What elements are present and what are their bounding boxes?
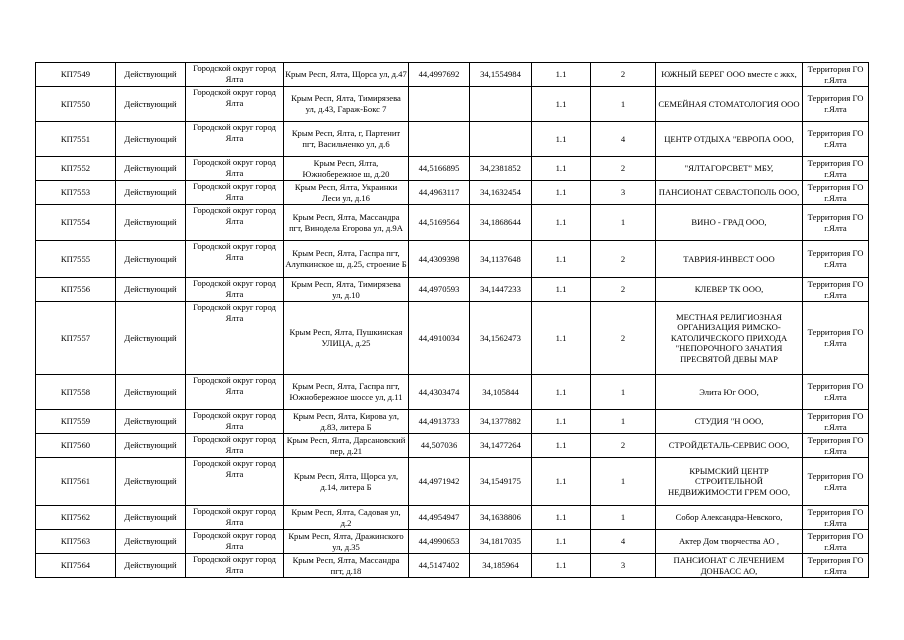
registry-table bbox=[35, 62, 869, 578]
count-cell: 4 bbox=[591, 122, 656, 157]
district-cell: Городской округ город Ялта bbox=[186, 205, 284, 241]
territory-cell: Территория ГО г.Ялта bbox=[803, 554, 869, 578]
address-cell: Крым Респ, Ялта, Украинки Леси ул, д.16 bbox=[284, 181, 409, 205]
territory-cell: Территория ГО г.Ялта bbox=[803, 302, 869, 375]
latitude-cell: 44,4910034 bbox=[409, 302, 470, 375]
district-cell: Городской округ город Ялта bbox=[186, 554, 284, 578]
table-row bbox=[36, 63, 869, 87]
volume-cell: 1.1 bbox=[532, 205, 591, 241]
status-cell: Действующий bbox=[116, 181, 186, 205]
district-cell: Городской округ город Ялта bbox=[186, 375, 284, 410]
territory-cell: Территория ГО г.Ялта bbox=[803, 278, 869, 302]
owner-cell: СЕМЕЙНАЯ СТОМАТОЛОГИЯ ООО bbox=[656, 87, 803, 122]
count-cell: 1 bbox=[591, 205, 656, 241]
volume-cell: 1.1 bbox=[532, 63, 591, 87]
volume-cell: 1.1 bbox=[532, 434, 591, 458]
object-id: КП7563 bbox=[36, 530, 116, 554]
longitude-cell: 34,1638806 bbox=[470, 506, 532, 530]
count-cell: 3 bbox=[591, 181, 656, 205]
status-cell: Действующий bbox=[116, 63, 186, 87]
longitude-cell: 34,1817035 bbox=[470, 530, 532, 554]
territory-cell: Территория ГО г.Ялта bbox=[803, 181, 869, 205]
table-row bbox=[36, 205, 869, 241]
volume-cell: 1.1 bbox=[532, 278, 591, 302]
address-cell: Крым Респ, Ялта, Пушкинская УЛИЦА, д.25 bbox=[284, 302, 409, 375]
territory-cell: Территория ГО г.Ялта bbox=[803, 375, 869, 410]
latitude-cell: 44,4913733 bbox=[409, 410, 470, 434]
owner-cell: ВИНО - ГРАД ООО, bbox=[656, 205, 803, 241]
longitude-cell: 34,185964 bbox=[470, 554, 532, 578]
address-cell: Крым Респ, Ялта, Массандра пгт, д.18 bbox=[284, 554, 409, 578]
territory-cell: Территория ГО г.Ялта bbox=[803, 410, 869, 434]
territory-cell: Территория ГО г.Ялта bbox=[803, 87, 869, 122]
table-row bbox=[36, 157, 869, 181]
district-cell: Городской округ город Ялта bbox=[186, 241, 284, 278]
count-cell: 1 bbox=[591, 375, 656, 410]
longitude-cell: 34,1868644 bbox=[470, 205, 532, 241]
status-cell: Действующий bbox=[116, 375, 186, 410]
volume-cell: 1.1 bbox=[532, 157, 591, 181]
status-cell: Действующий bbox=[116, 87, 186, 122]
longitude-cell: 34,2381852 bbox=[470, 157, 532, 181]
latitude-cell: 44,5169564 bbox=[409, 205, 470, 241]
latitude-cell: 44,4990653 bbox=[409, 530, 470, 554]
address-cell: Крым Респ, Ялта, Гаспра пгт, Алупкинское ш, д.25, строение Б bbox=[284, 241, 409, 278]
owner-cell: ЦЕНТР ОТДЫХА "ЕВРОПА ООО, bbox=[656, 122, 803, 157]
district-cell: Городской округ город Ялта bbox=[186, 122, 284, 157]
object-id: КП7559 bbox=[36, 410, 116, 434]
count-cell: 2 bbox=[591, 157, 656, 181]
latitude-cell: 44,4997692 bbox=[409, 63, 470, 87]
volume-cell: 1.1 bbox=[532, 530, 591, 554]
count-cell: 2 bbox=[591, 63, 656, 87]
table-row bbox=[36, 554, 869, 578]
volume-cell: 1.1 bbox=[532, 375, 591, 410]
address-cell: Крым Респ, Ялта, Щорса ул, д.14, литера Б bbox=[284, 458, 409, 506]
count-cell: 2 bbox=[591, 302, 656, 375]
district-cell: Городской округ город Ялта bbox=[186, 87, 284, 122]
count-cell: 3 bbox=[591, 554, 656, 578]
latitude-cell: 44,4970593 bbox=[409, 278, 470, 302]
status-cell: Действующий bbox=[116, 205, 186, 241]
table-row bbox=[36, 87, 869, 122]
status-cell: Действующий bbox=[116, 122, 186, 157]
status-cell: Действующий bbox=[116, 278, 186, 302]
owner-cell: Элита Юг ООО, bbox=[656, 375, 803, 410]
owner-cell: Актер Дом творчества АО , bbox=[656, 530, 803, 554]
count-cell: 2 bbox=[591, 278, 656, 302]
table-row bbox=[36, 302, 869, 375]
volume-cell: 1.1 bbox=[532, 122, 591, 157]
owner-cell: МЕСТНАЯ РЕЛИГИОЗНАЯ ОРГАНИЗАЦИЯ РИМСКО-КАТОЛИЧЕСКОГО ПРИХОДА "НЕПОРОЧНОГО ЗАЧАТИЯ ПРЕСВЯТОЙ ДЕВЫ МАР bbox=[656, 302, 803, 375]
object-id: КП7558 bbox=[36, 375, 116, 410]
longitude-cell bbox=[470, 87, 532, 122]
latitude-cell: 44,4309398 bbox=[409, 241, 470, 278]
longitude-cell: 34,1562473 bbox=[470, 302, 532, 375]
territory-cell: Территория ГО г.Ялта bbox=[803, 458, 869, 506]
address-cell: Крым Респ, Ялта, г, Партенит пгт, Васильченко ул, д.6 bbox=[284, 122, 409, 157]
table-row bbox=[36, 458, 869, 506]
status-cell: Действующий bbox=[116, 302, 186, 375]
owner-cell: СТРОЙДЕТАЛЬ-СЕРВИС ООО, bbox=[656, 434, 803, 458]
owner-cell: "ЯЛТАГОРСВЕТ" МБУ, bbox=[656, 157, 803, 181]
address-cell: Крым Респ, Ялта, Кирова ул, д.83, литера Б bbox=[284, 410, 409, 434]
object-id: КП7560 bbox=[36, 434, 116, 458]
address-cell: Крым Респ, Ялта, Дражинского ул, д.35 bbox=[284, 530, 409, 554]
object-id: КП7551 bbox=[36, 122, 116, 157]
volume-cell: 1.1 bbox=[532, 458, 591, 506]
count-cell: 1 bbox=[591, 458, 656, 506]
status-cell: Действующий bbox=[116, 530, 186, 554]
longitude-cell: 34,1549175 bbox=[470, 458, 532, 506]
longitude-cell: 34,1137648 bbox=[470, 241, 532, 278]
owner-cell: ПАНСИОНАТ СЕВАСТОПОЛЬ ООО, bbox=[656, 181, 803, 205]
owner-cell: ПАНСИОНАТ С ЛЕЧЕНИЕМ ДОНБАСС АО, bbox=[656, 554, 803, 578]
latitude-cell: 44,4963117 bbox=[409, 181, 470, 205]
object-id: КП7549 bbox=[36, 63, 116, 87]
status-cell: Действующий bbox=[116, 434, 186, 458]
table-row bbox=[36, 278, 869, 302]
object-id: КП7564 bbox=[36, 554, 116, 578]
count-cell: 2 bbox=[591, 241, 656, 278]
territory-cell: Территория ГО г.Ялта bbox=[803, 241, 869, 278]
longitude-cell: 34,1377882 bbox=[470, 410, 532, 434]
table-row bbox=[36, 434, 869, 458]
volume-cell: 1.1 bbox=[532, 410, 591, 434]
volume-cell: 1.1 bbox=[532, 241, 591, 278]
count-cell: 1 bbox=[591, 87, 656, 122]
address-cell: Крым Респ, Ялта, Щорса ул, д.47 bbox=[284, 63, 409, 87]
table-row bbox=[36, 410, 869, 434]
district-cell: Городской округ город Ялта bbox=[186, 302, 284, 375]
object-id: КП7552 bbox=[36, 157, 116, 181]
owner-cell: КЛЕВЕР ТК ООО, bbox=[656, 278, 803, 302]
object-id: КП7557 bbox=[36, 302, 116, 375]
address-cell: Крым Респ, Ялта, Садовая ул, д.2 bbox=[284, 506, 409, 530]
district-cell: Городской округ город Ялта bbox=[186, 530, 284, 554]
latitude-cell bbox=[409, 122, 470, 157]
volume-cell: 1.1 bbox=[532, 554, 591, 578]
district-cell: Городской округ город Ялта bbox=[186, 63, 284, 87]
longitude-cell bbox=[470, 122, 532, 157]
table-row bbox=[36, 506, 869, 530]
longitude-cell: 34,1632454 bbox=[470, 181, 532, 205]
table-row bbox=[36, 530, 869, 554]
territory-cell: Территория ГО г.Ялта bbox=[803, 63, 869, 87]
district-cell: Городской округ город Ялта bbox=[186, 278, 284, 302]
longitude-cell: 34,105844 bbox=[470, 375, 532, 410]
volume-cell: 1.1 bbox=[532, 181, 591, 205]
status-cell: Действующий bbox=[116, 241, 186, 278]
address-cell: Крым Респ, Ялта, Гаспра пгт, Южнобережное шоссе ул, д.11 bbox=[284, 375, 409, 410]
latitude-cell: 44,4971942 bbox=[409, 458, 470, 506]
status-cell: Действующий bbox=[116, 157, 186, 181]
object-id: КП7550 bbox=[36, 87, 116, 122]
territory-cell: Территория ГО г.Ялта bbox=[803, 530, 869, 554]
latitude-cell: 44,5147402 bbox=[409, 554, 470, 578]
territory-cell: Территория ГО г.Ялта bbox=[803, 205, 869, 241]
table-row bbox=[36, 375, 869, 410]
territory-cell: Территория ГО г.Ялта bbox=[803, 157, 869, 181]
count-cell: 2 bbox=[591, 434, 656, 458]
status-cell: Действующий bbox=[116, 410, 186, 434]
count-cell: 1 bbox=[591, 410, 656, 434]
district-cell: Городской округ город Ялта bbox=[186, 157, 284, 181]
owner-cell: КРЫМСКИЙ ЦЕНТР СТРОИТЕЛЬНОЙ НЕДВИЖИМОСТИ ГРЕМ ООО, bbox=[656, 458, 803, 506]
table-row bbox=[36, 122, 869, 157]
address-cell: Крым Респ, Ялта, Массандра пгт, Винодела Егорова ул, д.9А bbox=[284, 205, 409, 241]
latitude-cell: 44,4954947 bbox=[409, 506, 470, 530]
territory-cell: Территория ГО г.Ялта bbox=[803, 434, 869, 458]
volume-cell: 1.1 bbox=[532, 506, 591, 530]
longitude-cell: 34,1554984 bbox=[470, 63, 532, 87]
longitude-cell: 34,1477264 bbox=[470, 434, 532, 458]
status-cell: Действующий bbox=[116, 506, 186, 530]
district-cell: Городской округ город Ялта bbox=[186, 434, 284, 458]
owner-cell: ТАВРИЯ-ИНВЕСТ ООО bbox=[656, 241, 803, 278]
volume-cell: 1.1 bbox=[532, 302, 591, 375]
volume-cell: 1.1 bbox=[532, 87, 591, 122]
owner-cell: СТУДИЯ "Н ООО, bbox=[656, 410, 803, 434]
district-cell: Городской округ город Ялта bbox=[186, 410, 284, 434]
table-row bbox=[36, 181, 869, 205]
object-id: КП7555 bbox=[36, 241, 116, 278]
owner-cell: Собор Александра-Невского, bbox=[656, 506, 803, 530]
object-id: КП7554 bbox=[36, 205, 116, 241]
latitude-cell: 44,507036 bbox=[409, 434, 470, 458]
status-cell: Действующий bbox=[116, 458, 186, 506]
table-body bbox=[36, 63, 869, 578]
object-id: КП7556 bbox=[36, 278, 116, 302]
district-cell: Городской округ город Ялта bbox=[186, 181, 284, 205]
latitude-cell: 44,4303474 bbox=[409, 375, 470, 410]
territory-cell: Территория ГО г.Ялта bbox=[803, 122, 869, 157]
address-cell: Крым Респ, Ялта, Дарсановский пер, д.21 bbox=[284, 434, 409, 458]
status-cell: Действующий bbox=[116, 554, 186, 578]
object-id: КП7553 bbox=[36, 181, 116, 205]
object-id: КП7562 bbox=[36, 506, 116, 530]
table-row bbox=[36, 241, 869, 278]
object-id: КП7561 bbox=[36, 458, 116, 506]
district-cell: Городской округ город Ялта bbox=[186, 458, 284, 506]
latitude-cell bbox=[409, 87, 470, 122]
latitude-cell: 44,5166895 bbox=[409, 157, 470, 181]
owner-cell: ЮЖНЫЙ БЕРЕГ ООО вместе с жкх, bbox=[656, 63, 803, 87]
count-cell: 4 bbox=[591, 530, 656, 554]
address-cell: Крым Респ, Ялта, Тимирязева ул, д.43, Гараж-Бокс 7 bbox=[284, 87, 409, 122]
address-cell: Крым Респ, Ялта, Южнобережное ш, д.20 bbox=[284, 157, 409, 181]
territory-cell: Территория ГО г.Ялта bbox=[803, 506, 869, 530]
address-cell: Крым Респ, Ялта, Тимирязева ул, д.10 bbox=[284, 278, 409, 302]
count-cell: 1 bbox=[591, 506, 656, 530]
longitude-cell: 34,1447233 bbox=[470, 278, 532, 302]
district-cell: Городской округ город Ялта bbox=[186, 506, 284, 530]
